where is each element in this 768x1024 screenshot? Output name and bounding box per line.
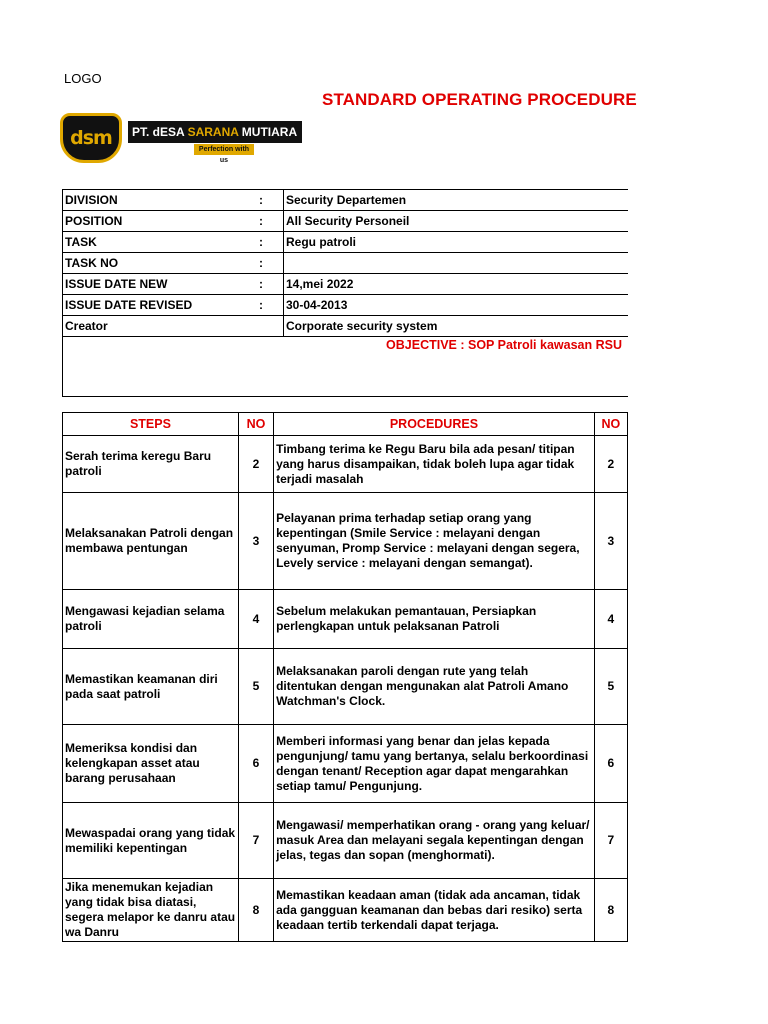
step-cell: Memastikan keamanan diri pada saat patroli: [63, 649, 239, 725]
step-cell: Jika menemukan kejadian yang tidak bisa diatasi, segera melapor ke danru atau wa Danru: [63, 879, 239, 942]
procedures-header-row: [63, 413, 628, 436]
step-cell: Memeriksa kondisi dan kelengkapan asset atau barang perusahaan: [63, 725, 239, 803]
logo-badge-text: dsm: [70, 127, 112, 149]
objective-text: OBJECTIVE : SOP Patroli kawasan RSU: [63, 337, 629, 397]
table-row: [63, 436, 628, 493]
info-separator: :: [255, 211, 284, 232]
info-value: 14,mei 2022: [284, 274, 629, 295]
table-row: [63, 493, 628, 590]
step-number: 6: [238, 725, 273, 803]
info-separator: :: [255, 253, 284, 274]
info-row-issue-date-new: [63, 274, 629, 295]
info-value: 30-04-2013: [284, 295, 629, 316]
info-label: ISSUE DATE REVISED: [63, 295, 256, 316]
info-value: Regu patroli: [284, 232, 629, 253]
logo-badge-icon: [60, 113, 122, 163]
step-number: 5: [238, 649, 273, 725]
info-row-objective: [63, 337, 629, 397]
procedure-number: 6: [594, 725, 627, 803]
info-row-creator: [63, 316, 629, 337]
step-number: 8: [238, 879, 273, 942]
step-cell: Mengawasi kejadian selama patroli: [63, 590, 239, 649]
procedures-table: [62, 412, 628, 942]
info-label: Creator: [63, 316, 256, 337]
header-procedures: PROCEDURES: [274, 413, 595, 436]
step-number: 2: [238, 436, 273, 493]
procedure-number: 5: [594, 649, 627, 725]
company-logo: [60, 113, 298, 164]
info-separator: :: [255, 274, 284, 295]
info-label: POSITION: [63, 211, 256, 232]
document-title: STANDARD OPERATING PROCEDURE: [322, 90, 637, 109]
company-name: PT. dESA SARANA MUTIARA: [128, 121, 302, 143]
table-row: [63, 725, 628, 803]
step-number: 4: [238, 590, 273, 649]
step-number: 3: [238, 493, 273, 590]
table-row: [63, 803, 628, 879]
procedure-cell: Mengawasi/ memperhatikan orang - orang yang keluar/ masuk Area dan melayani segala kepentingan dengan jelas, tegas dan sopan (menghormati).: [274, 803, 595, 879]
procedure-cell: Memberi informasi yang benar dan jelas kepada pengunjung/ tamu yang bertanya, selalu berkoordinasi dengan tenant/ Reception agar dapat mengarahkan setiap tamu/ Pengunjung.: [274, 725, 595, 803]
info-separator: [255, 316, 284, 337]
procedure-number: 3: [594, 493, 627, 590]
step-number: 7: [238, 803, 273, 879]
info-row-position: [63, 211, 629, 232]
info-row-issue-date-revised: [63, 295, 629, 316]
info-label: ISSUE DATE NEW: [63, 274, 256, 295]
info-row-task: [63, 232, 629, 253]
logo-placeholder-label: LOGO: [64, 71, 102, 86]
procedure-cell: Sebelum melakukan pemantauan, Persiapkan perlengkapan untuk pelaksanan Patroli: [274, 590, 595, 649]
table-row: [63, 590, 628, 649]
info-label: TASK: [63, 232, 256, 253]
info-value: [284, 253, 629, 274]
info-value: Corporate security system: [284, 316, 629, 337]
table-row: [63, 879, 628, 942]
info-label: DIVISION: [63, 190, 256, 211]
info-separator: :: [255, 295, 284, 316]
info-row-task-no: [63, 253, 629, 274]
step-cell: Mewaspadai orang yang tidak memiliki kepentingan: [63, 803, 239, 879]
step-cell: Melaksanakan Patroli dengan membawa pentungan: [63, 493, 239, 590]
procedure-number: 7: [594, 803, 627, 879]
document-info-table: [62, 189, 628, 397]
table-row: [63, 649, 628, 725]
info-value: All Security Personeil: [284, 211, 629, 232]
procedure-cell: Melaksanakan paroli dengan rute yang telah ditentukan dengan mengunakan alat Patroli Amano Watchman's Clock.: [274, 649, 595, 725]
info-row-division: [63, 190, 629, 211]
procedure-cell: Pelayanan prima terhadap setiap orang yang kepentingan (Smile Service : melayani dengan senyuman, Promp Service : melayani dengan segera, Levely service : melayani dengan semangat).: [274, 493, 595, 590]
info-value: Security Departemen: [284, 190, 629, 211]
company-tagline: Perfection with us: [194, 144, 254, 155]
procedure-number: 8: [594, 879, 627, 942]
header-no: NO: [238, 413, 273, 436]
procedure-cell: Timbang terima ke Regu Baru bila ada pesan/ titipan yang harus disampaikan, tidak boleh lupa agar tidak terjadi masalah: [274, 436, 595, 493]
info-separator: :: [255, 190, 284, 211]
info-label: TASK NO: [63, 253, 256, 274]
step-cell: Serah terima keregu Baru patroli: [63, 436, 239, 493]
header-no-2: NO: [594, 413, 627, 436]
procedure-cell: Memastikan keadaan aman (tidak ada ancaman, tidak ada gangguan keamanan dan bebas dari resiko) serta keadaan tertib terkendali dapat terjaga.: [274, 879, 595, 942]
procedure-number: 4: [594, 590, 627, 649]
header-steps: STEPS: [63, 413, 239, 436]
info-separator: :: [255, 232, 284, 253]
procedure-number: 2: [594, 436, 627, 493]
